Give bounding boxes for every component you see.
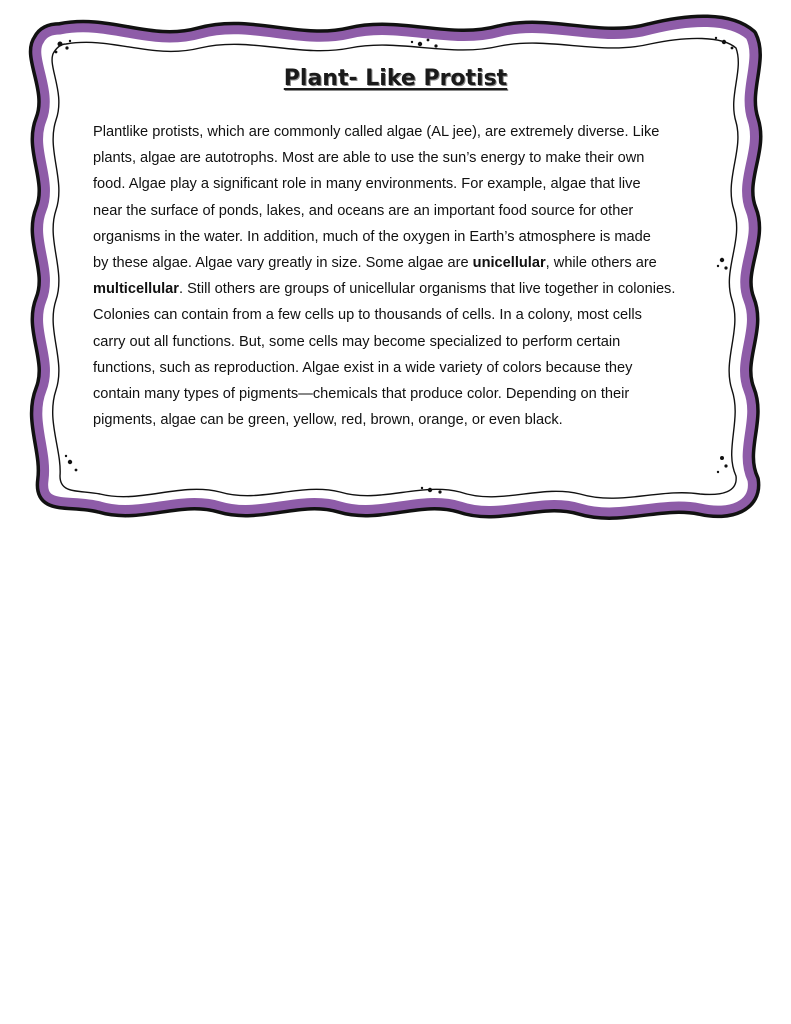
paragraph-line: [93, 407, 708, 433]
text-segment: functions, such as reproduction. Algae exist in a wide variety of colors because they: [93, 359, 633, 376]
text-segment: by these algae. Algae vary greatly in size. Some algae are: [93, 255, 473, 272]
body-paragraph: [93, 119, 708, 433]
text-segment: plants, algae are autotrophs. Most are able to use the sun’s energy to make their own: [93, 150, 645, 167]
paragraph-line: [93, 198, 708, 224]
paragraph-line: [93, 276, 708, 302]
text-segment: pigments, algae can be green, yellow, red, brown, orange, or even black.: [93, 412, 563, 429]
paragraph-line: [93, 171, 708, 197]
paragraph-line: [93, 381, 708, 407]
paragraph-line: [93, 224, 708, 250]
page-title: [0, 66, 791, 91]
text-segment: Colonies can contain from a few cells up to thousands of cells. In a colony, most cells: [93, 307, 642, 324]
paragraph-line: [93, 329, 708, 355]
text-segment: Plantlike protists, which are commonly called algae (AL jee), are extremely diverse. Like: [93, 124, 660, 140]
text-segment: organisms in the water. In addition, much of the oxygen in Earth’s atmosphere is made: [93, 228, 651, 245]
text-segment: food. Algae play a significant role in many environments. For example, algae that live: [93, 176, 641, 193]
paragraph-line: [93, 250, 708, 276]
paragraph-line: [93, 119, 708, 145]
bold-term: multicellular: [93, 281, 179, 298]
text-segment: contain many types of pigments—chemicals that produce color. Depending on their: [93, 386, 630, 403]
text-segment: near the surface of ponds, lakes, and oceans are an important food source for other: [93, 202, 634, 219]
page-title-text: Plant- Like Protist: [283, 66, 508, 91]
text-segment: , while others are: [545, 255, 657, 272]
paragraph-line: [93, 145, 708, 171]
text-segment: carry out all functions. But, some cells may become specialized to perform certain: [93, 333, 621, 350]
paragraph-line: [93, 302, 708, 328]
paragraph-text: [93, 119, 708, 433]
bold-term: unicellular: [472, 255, 546, 272]
paragraph-line: [93, 355, 708, 381]
text-segment: . Still others are groups of unicellular organisms that live together in colonies.: [178, 281, 676, 298]
